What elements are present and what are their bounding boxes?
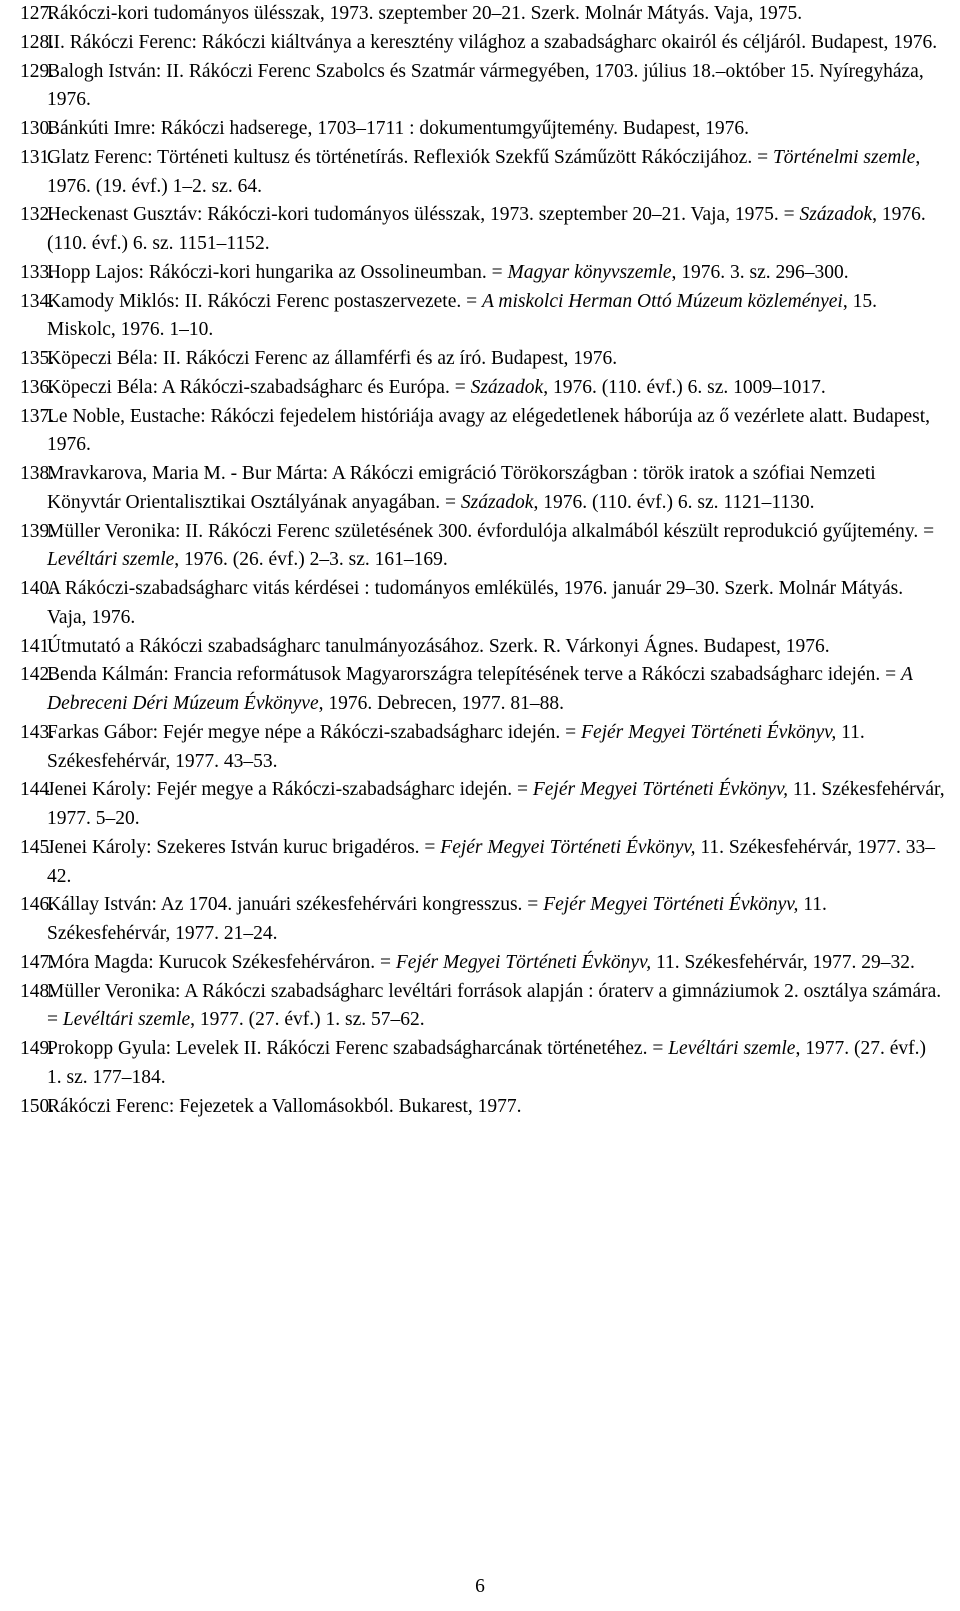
entry-text-segment: Müller Veronika: A Rákóczi szabadságharc levéltári források alapján : óraterv a gimnáziumok 2. osztálya számára. = (47, 980, 942, 1031)
entry-text-segment: , 1976. (110. évf.) 6. sz. 1151–1152. (47, 204, 926, 254)
entry-text (47, 0, 945, 29)
entry-text-segment: Prokopp Gyula: Levelek II. Rákóczi Ferenc szabadságharcának történetéhez. = (47, 1038, 669, 1059)
entry-text-segment: Glatz Ferenc: Történeti kultusz és történetírás. Reflexiók Szekfű Száműzött Rákóczijához. = (47, 146, 773, 168)
entry-text (47, 403, 945, 461)
entry-text (47, 374, 945, 403)
entry-text (47, 345, 945, 374)
entry-number: 133. (20, 261, 55, 283)
entry-text-segment: Müller Veronika: II. Rákóczi Ferenc születésének 300. évfordulója alkalmából készült reprodukció gyűjtemény. = (47, 520, 935, 542)
entry-text (47, 259, 945, 288)
entry-text (47, 29, 945, 58)
entry-italic-title: Századok (799, 204, 873, 226)
bibliography-entry (20, 460, 945, 518)
bibliography-entry (20, 374, 945, 403)
entry-number: 149. (20, 1038, 55, 1059)
entry-text-segment: , 1976. Debrecen, 1977. 81–88. (318, 693, 564, 714)
entry-text (47, 949, 945, 978)
entry-text (47, 144, 945, 202)
bibliography-entry (20, 518, 945, 576)
bibliography-entry (20, 403, 945, 461)
entry-text-segment: Kállay István: Az 1704. januári székesfehérvári kongresszus. = (47, 894, 544, 916)
bibliography-entry (20, 834, 945, 892)
entry-text-segment: , 15. Miskolc, 1976. 1–10. (47, 290, 877, 341)
entry-text-segment: , 1976. (110. évf.) 6. sz. 1009–1017. (543, 376, 826, 398)
entry-text-segment: Farkas Gábor: Fejér megye népe a Rákóczi-szabadságharc idején. = (47, 721, 582, 743)
entry-text-segment: Heckenast Gusztáv: Rákóczi-kori tudományos ülésszak, 1973. szeptember 20–21. Vaja, 1975. = (47, 204, 800, 226)
entry-text-segment: , 1977. (27. évf.) 1. sz. 177–184. (47, 1038, 926, 1088)
entry-text-segment: Mravkarova, Maria M. - Bur Márta: A Rákóczi emigráció Törökországban : török iratok a szófiai Nemzeti Könyvtár Orientalisztikai Osztályának anyagában. = (47, 463, 876, 513)
entry-number: 140. (20, 578, 55, 599)
entry-italic-title: Századok (470, 376, 544, 398)
entry-text (47, 1035, 945, 1093)
entry-text (47, 776, 945, 834)
entry-text (47, 58, 945, 116)
entry-number: 128. (20, 31, 55, 53)
entry-text-segment: , 1976. (19. évf.) 1–2. sz. 64. (47, 146, 921, 197)
bibliography-entry (20, 776, 945, 834)
entry-italic-title: Levéltári szemle (47, 549, 175, 571)
entry-text-segment: Jenei Károly: Fejér megye a Rákóczi-szabadságharc idején. = (47, 779, 533, 801)
entry-number: 147. (20, 951, 55, 973)
entry-number: 144. (20, 779, 55, 801)
entry-number: 131. (20, 146, 55, 168)
entry-text-segment: , 1976. 3. sz. 296–300. (671, 261, 849, 283)
entry-italic-title: Fejér Megyei Történeti Évkönyv, (543, 894, 799, 916)
entry-text-segment: Rákóczi-kori tudományos ülésszak, 1973. szeptember 20–21. Szerk. Molnár Mátyás. Vaja, 1975. (47, 3, 803, 24)
entry-text-segment: 11. Székesfehérvár, 1977. 33–42. (47, 836, 935, 887)
entry-number: 142. (20, 664, 55, 686)
entry-text-segment: 11. Székesfehérvár, 1977. 21–24. (47, 894, 827, 944)
entry-italic-title: A Debreceni Déri Múzeum Évkönyve (47, 664, 913, 714)
entry-text (47, 633, 945, 662)
entry-number: 143. (20, 721, 55, 743)
bibliography-entry (20, 259, 945, 288)
entry-text (47, 719, 945, 777)
entry-text-segment: , 1976. (110. évf.) 6. sz. 1121–1130. (533, 491, 815, 513)
entry-number: 127. (20, 3, 55, 24)
bibliography-entry (20, 575, 945, 633)
bibliography-entry (20, 1035, 945, 1093)
entry-number: 150. (20, 1095, 55, 1117)
bibliography-entry (20, 201, 945, 259)
entry-number: 141. (20, 635, 55, 657)
bibliography-entry (20, 661, 945, 719)
entry-italic-title: Történelmi szemle (772, 146, 916, 168)
entry-text (47, 115, 945, 144)
entry-text (47, 575, 945, 633)
entry-number: 148. (20, 980, 55, 1002)
bibliography-entry (20, 978, 945, 1036)
bibliography-entry (20, 58, 945, 116)
entry-italic-title: Századok (460, 491, 534, 513)
entry-text (47, 288, 945, 346)
entry-italic-title: Magyar könyvszemle (507, 261, 672, 283)
bibliography-entry (20, 29, 945, 58)
entry-text (47, 518, 945, 576)
entry-italic-title: A miskolci Herman Ottó Múzeum közleményei (481, 290, 843, 312)
bibliography-entry (20, 115, 945, 144)
bibliography-entry (20, 891, 945, 949)
entry-number: 129. (20, 60, 55, 82)
entry-text (47, 834, 945, 892)
bibliography-list (20, 0, 945, 1121)
entry-italic-title: Fejér Megyei Történeti Évkönyv, (581, 721, 837, 743)
bibliography-entry (20, 719, 945, 777)
entry-text-segment: , 1977. (27. évf.) 1. sz. 57–62. (190, 1009, 425, 1031)
bibliography-entry (20, 288, 945, 346)
bibliography-entry (20, 949, 945, 978)
entry-text-segment: Útmutató a Rákóczi szabadságharc tanulmányozásához. Szerk. R. Várkonyi Ágnes. Budapest, 1976. (47, 635, 830, 657)
entry-text-segment: , 1976. (26. évf.) 2–3. sz. 161–169. (174, 549, 448, 571)
entry-italic-title: Levéltári szemle (62, 1009, 191, 1031)
entry-text (47, 201, 945, 259)
entry-text-segment: 11. Székesfehérvár, 1977. 5–20. (47, 779, 945, 829)
entry-text-segment: Rákóczi Ferenc: Fejezetek a Vallomásokból. Bukarest, 1977. (47, 1095, 522, 1117)
bibliography-entry (20, 1093, 945, 1122)
entry-text-segment: Jenei Károly: Szekeres István kuruc brigadéros. = (47, 836, 441, 858)
entry-text-segment: 11. Székesfehérvár, 1977. 43–53. (47, 721, 865, 772)
entry-text-segment: A Rákóczi-szabadságharc vitás kérdései : tudományos emlékülés, 1976. január 29–30. Szerk. Molnár Mátyás. Vaja, 1976. (47, 578, 904, 628)
entry-text-segment: Balogh István: II. Rákóczi Ferenc Szabolcs és Szatmár vármegyében, 1703. július 18.–október 15. Nyíregyháza, 1976. (47, 60, 924, 111)
bibliography-entry (20, 633, 945, 662)
entry-text-segment: Bánkúti Imre: Rákóczi hadserege, 1703–1711 : dokumentumgyűjtemény. Budapest, 1976. (47, 118, 750, 139)
entry-text-segment: Benda Kálmán: Francia reformátusok Magyarországra telepítésének terve a Rákóczi szabadságharc idején. = (47, 664, 902, 686)
entry-italic-title: Fejér Megyei Történeti Évkönyv, (440, 836, 696, 858)
entry-text-segment: Hopp Lajos: Rákóczi-kori hungarika az Ossolineumban. = (47, 261, 508, 283)
entry-text-segment: Le Noble, Eustache: Rákóczi fejedelem históriája avagy az elégedetlenek háborúja az ő vezérlete alatt. Budapest, 1976. (47, 405, 931, 456)
entry-number: 134. (20, 290, 55, 312)
entry-text-segment: II. Rákóczi Ferenc: Rákóczi kiáltványa a keresztény világhoz a szabadságharc okairól és céljáról. Budapest, 1976. (47, 31, 938, 53)
entry-text-segment: Köpeczi Béla: A Rákóczi-szabadságharc és Európa. = (47, 376, 471, 398)
entry-text-segment: Móra Magda: Kurucok Székesfehérváron. = (47, 951, 396, 973)
entry-text (47, 661, 945, 719)
entry-number: 139. (20, 520, 55, 542)
entry-text-segment: 11. Székesfehérvár, 1977. 29–32. (651, 951, 915, 973)
entry-number: 145. (20, 836, 55, 858)
entry-number: 137. (20, 405, 55, 427)
bibliography-entry (20, 144, 945, 202)
entry-text (47, 978, 945, 1036)
entry-italic-title: Fejér Megyei Történeti Évkönyv, (532, 779, 789, 801)
page-number: 6 (475, 1576, 485, 1597)
bibliography-entry (20, 0, 945, 29)
entry-number: 135. (20, 348, 55, 369)
entry-text (47, 460, 945, 518)
entry-number: 132. (20, 204, 55, 226)
entry-italic-title: Levéltári szemle (668, 1038, 796, 1059)
entry-text-segment: Köpeczi Béla: II. Rákóczi Ferenc az államférfi és az író. Budapest, 1976. (47, 348, 618, 369)
entry-italic-title: Fejér Megyei Történeti Évkönyv, (395, 951, 652, 973)
entry-text (47, 1093, 945, 1122)
entry-text (47, 891, 945, 949)
bibliography-entry (20, 345, 945, 374)
entry-text-segment: Kamody Miklós: II. Rákóczi Ferenc postaszervezete. = (47, 290, 482, 312)
entry-number: 136. (20, 376, 55, 398)
entry-number: 146. (20, 894, 55, 916)
entry-number: 130. (20, 118, 55, 139)
entry-number: 138. (20, 463, 55, 484)
